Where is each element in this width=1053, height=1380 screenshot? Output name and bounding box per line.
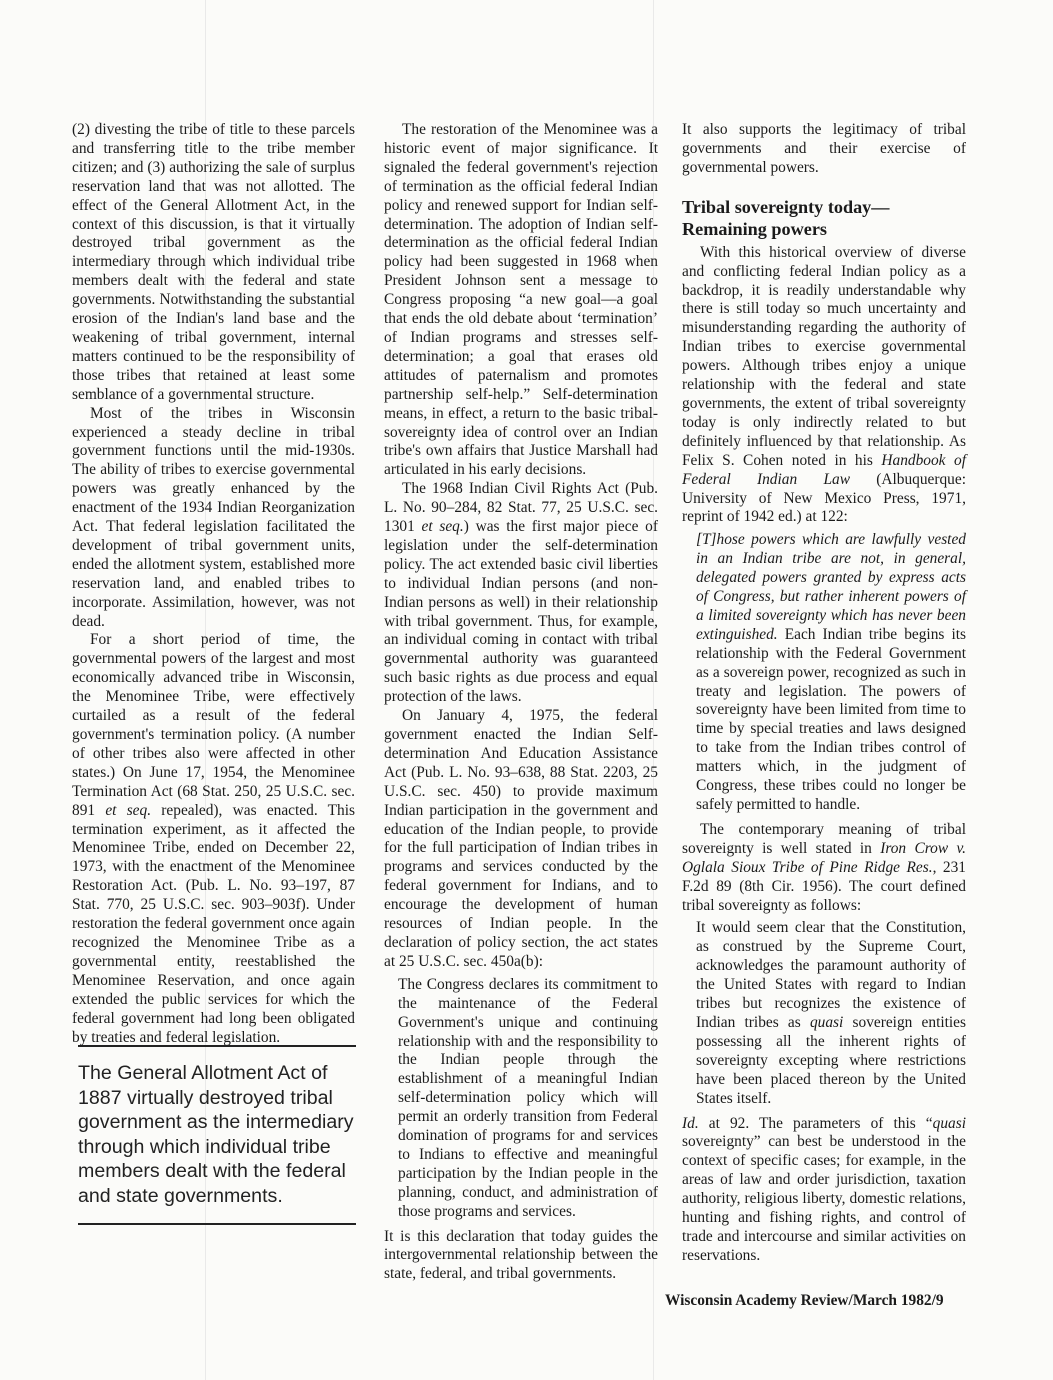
page-footer: Wisconsin Academy Review/March 1982/9 (665, 1292, 944, 1309)
text: sovereign entities possessing all the inherent rights of sovereignty excepting where restrictions have been placed thereon by the United States itself. (696, 1013, 967, 1107)
block-quote (696, 919, 966, 1108)
pull-quote (78, 1045, 356, 1225)
block-quote (398, 976, 658, 1222)
text: ) was the first major piece of legislation under the self-determination policy. The act extended basic civil liberties to individual Indian persons (and non-Indian persons as well) in their relationship with tribal government. Thus, for example, an individual coming in contact with tribal governmental authority was guaranteed such basic rights as due process and equal protection of the laws. (384, 518, 658, 706)
heading-line: Tribal sovereignty today— (682, 196, 890, 217)
quote-text: The Congress declares its commitment to the maintenance of the Federal Government's unique and continuing relationship with and the responsibility to the Indian people through the establishment of a meaningful Indian self-determination policy which will permit an orderly transition from Federal domination of programs for and services to Indians to effective and meaningful participation by the Indian people in the planning, conduct, and administration of those programs and services. (398, 975, 658, 1220)
column-3 (682, 121, 966, 1266)
italic-text: quasi (932, 1114, 966, 1132)
book-title: Handbook of Federal Indian Law (682, 451, 966, 488)
paragraph (682, 821, 966, 916)
text: It would seem clear that the Constitution, as construed by the Supreme Court, acknowledges the paramount authority of the United States with regard to Indian tribes but recognizes the existence of Indian tribes as (696, 919, 966, 1031)
rule (78, 1045, 356, 1047)
text: Each Indian tribe begins its relationship with the Federal Government as a sovereign power, recognized as such in treaty and legislation. The powers of sovereignty have been limited from time to time by special treaties and laws designed to take from the Indian tribes control of matters which, in the judgment of Congress, these tribes could no longer be safely permitted to handle. (696, 625, 966, 813)
text: For a short period of time, the governmental powers of the largest and most economically advanced tribe in Wisconsin, the Menominee Tribe, were effectively curtailed as a result of the federal government's termination policy. (A number of other tribes also were affected in other states.) On June 17, 1954, the Menominee Termination Act (68 Stat. 250, 25 U.S.C. sec. 891 (72, 631, 355, 819)
heading-line: Remaining powers (682, 218, 827, 239)
text: With this historical overview of diverse and conflicting federal Indian policy as a backdrop, it is readily understandable why there is still today so much uncertainty and misunderstanding regarding the authority of Indian tribes to exercise governmental powers. Although tribes enjoy a unique relationship with the federal and state governments, the extent of tribal sovereignty today is only indirectly related to but definitely influenced by that relationship. As Felix S. Cohen noted in his (682, 243, 966, 469)
paragraph: The restoration of the Menominee was a historic event of major significance. It signaled the federal government's rejection of termination as the official federal Indian policy and renewed support for Indian self-determination. The adoption of Indian self-determination as the official federal Indian policy had been suggested in 1968 when President Johnson sent a message to Congress proposing “a new goal—a goal that ends the old debate about ‘termination’ of Indian programs and stresses self-determination; a goal that erases old attitudes of paternalism and promotes partnership self-help.” Self-determination means, in effect, a return to the basic tribal-sovereignty idea of control over an Indian tribe's own affairs that Justice Marshall had articulated in his early decisions. (384, 121, 658, 479)
italic-text: Id. (682, 1114, 699, 1132)
quote-text (696, 919, 966, 1108)
text: sovereignty” can best be understood in the context of specific cases; for example, in the areas of law and order jurisdiction, taxation authority, religious liberty, domestic relations, hunting and fishing rights, and control of trade and intercourse and similar activities on reservations. (682, 1133, 966, 1264)
text: at 92. The parameters of this “ (698, 1114, 933, 1132)
paragraph (682, 244, 966, 528)
italic-text: [T]hose powers which are lawfully vested in an Indian tribe are not, in general, delegated powers granted by express acts of Congress, but rather inherent powers of a limited sovereignty which has never been extinguished. (696, 531, 966, 643)
italic-text: quasi (809, 1013, 844, 1031)
paragraph: It also supports the legitimacy of tribal governments and their exercise of governmental powers. (682, 121, 966, 176)
pull-quote-text: The General Allotment Act of 1887 virtually destroyed tribal government as the intermediary through which individual tribe members dealt with the federal and state governments. (78, 1062, 354, 1207)
column-1 (72, 121, 355, 1047)
paragraph (384, 480, 658, 707)
column-2 (384, 121, 658, 1284)
italic-text: et seq. (421, 518, 464, 536)
paragraph (682, 1115, 966, 1266)
block-quote (696, 531, 966, 815)
paragraph (72, 631, 355, 1047)
text: repealed), was enacted. This termination experiment, as it affected the Menominee Tribe, ended on December 22, 1973, with the enactment of the Menominee Restoration Act. (Pub. L. No. 93–197, 87 Stat. 770, 25 U.S.C. sec. 903–903f). Under restoration the federal government once again recognized the Menominee Tribe as a governmental entity, reestablished the Menominee Reservation, and once again extended the public services for which the federal government had long been obligated by treaties and federal legislation. (72, 801, 355, 1046)
case-name: Iron Crow v. Oglala Sioux Tribe of Pine Ridge Res. (682, 839, 966, 876)
text: (Albuquerque: University of New Mexico Press, 1971, reprint of 1942 ed.) at 122: (682, 470, 966, 526)
rule (78, 1223, 356, 1225)
text: , 231 F.2d 89 (8th Cir. 1956). The court defined tribal sovereignty as follows: (682, 858, 966, 914)
text: The contemporary meaning of tribal sovereignty is well stated in (682, 820, 966, 857)
italic-text: et seq. (105, 801, 152, 819)
paragraph: On January 4, 1975, the federal government enacted the Indian Self-determination And Education Assistance Act (Pub. L. No. 93–638, 88 Stat. 2203, 25 U.S.C. sec. 450) to provide maximum Indian participation in the government and education of the Indian people, to provide for the full participation of Indian tribes in programs and services conducted by the federal government for Indians, and to encourage the development of human resources of Indian people. In the declaration of policy section, the act states at 25 U.S.C. sec. 450a(b): (384, 707, 658, 970)
paragraph: (2) divesting the tribe of title to these parcels and transferring title to the tribe member citizen; and (3) authorizing the sale of surplus reservation land that was not allotted. The effect of the General Allotment Act, in the context of this discussion, is that it virtually destroyed tribal government as the intermediary through which individual tribe members dealt with the federal and state governments. Notwithstanding the substantial erosion of the Indian's land base and the weakening of tribal government, internal matters continued to be the responsibility of those tribes that retained at least some semblance of a governmental structure. (72, 121, 355, 403)
text: The 1968 Indian Civil Rights Act (Pub. L. No. 90–284, 82 Stat. 77, 25 U.S.C. sec. 1301 (384, 480, 658, 536)
section-heading (682, 196, 966, 240)
paragraph: Most of the tribes in Wisconsin experienced a steady decline in tribal government functions until the mid-1930s. The ability of tribes to exercise governmental powers was greatly enhanced by the enactment of the 1934 Indian Reorganization Act. That federal legislation facilitated the development of tribal government units, ended the allotment system, established more reservation land, and enabled tribes to incorporate. Assimilation, however, was not dead. (72, 404, 355, 630)
quote-text (696, 531, 966, 815)
paragraph: It is this declaration that today guides the intergovernmental relationship between the state, federal, and tribal governments. (384, 1227, 658, 1283)
